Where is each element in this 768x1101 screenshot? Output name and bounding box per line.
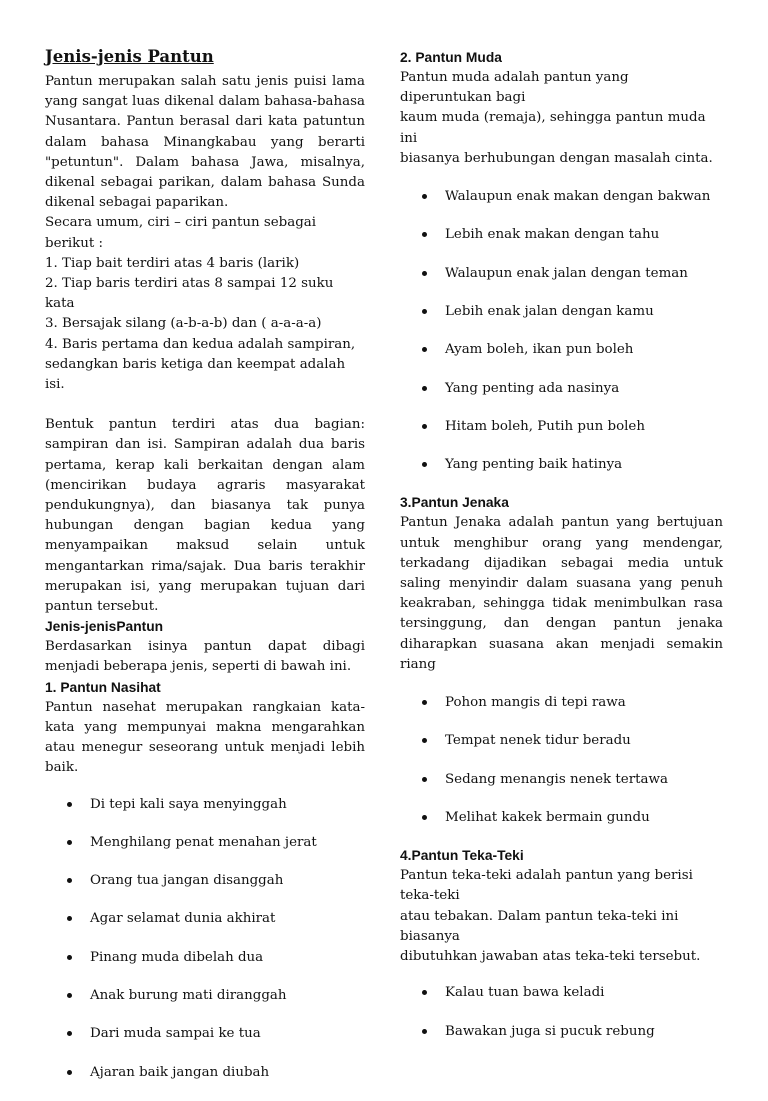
list-item: Menghilang penat menahan jerat (45, 833, 365, 871)
muda-heading: 2. Pantun Muda (400, 50, 502, 65)
list-item: Pohon mangis di tepi rawa (400, 693, 723, 731)
left-column (45, 46, 365, 1101)
jenis-paragraph: Berdasarkan isinya pantun dapat dibagi menjadi beberapa jenis, seperti di bawah ini. (45, 639, 365, 675)
list-item: Kalau tuan bawa keladi (400, 983, 723, 1021)
list-item: Anak burung mati diranggah (45, 986, 365, 1024)
list-item: Lebih enak jalan dengan kamu (400, 302, 723, 340)
teki-line: Pantun teka-teki adalah pantun yang berisi teka-teki (400, 868, 693, 904)
jenis-heading: Jenis-jenisPantun (45, 619, 164, 635)
intro-paragraph: Pantun merupakan salah satu jenis puisi lama yang sangat luas dikenal dalam bahasa-bahasa Nusantara. Pantun berasal dari kata patuntun dalam bahasa Minangkabau yang berarti "petuntun". Dalam bahasa Jawa, misalnya, dikenal sebagai parikan, dalam bahasa Sunda dikenal sebagai paparikan. (45, 74, 365, 211)
ciri-line: 4. Baris pertama dan kedua adalah sampiran, (45, 336, 356, 352)
nasihat-paragraph: Pantun nasehat merupakan rangkaian kata-kata yang mempunyai makna mengarahkan atau menegur seseorang untuk menjadi lebih baik. (45, 699, 365, 776)
list-item: Dari muda sampai ke tua (45, 1024, 365, 1062)
teki-paragraph (400, 866, 723, 967)
right-column (400, 48, 723, 1060)
ciri-intro: Secara umum, ciri – ciri pantun sebagai berikut : (45, 215, 317, 251)
list-item: Ajaran baik jangan diubah (45, 1063, 365, 1101)
list-item: Walaupun enak makan dengan bakwan (400, 187, 723, 225)
list-item: Ayam boleh, ikan pun boleh (400, 340, 723, 378)
list-item: Sedang menangis nenek tertawa (400, 770, 723, 808)
bentuk-paragraph: Bentuk pantun terdiri atas dua bagian: sampiran dan isi. Sampiran adalah dua baris pertama, kerap kali berkaitan dengan alam (mencirikan budaya agraris masyarakat pendukungnya), dan biasanya tak punya hubungan dengan bagian kedua yang menyampaikan maksud selain untuk mengantarkan rima/sajak. Dua baris terakhir merupakan isi, yang merupakan tujuan dari pantun tersebut. (45, 417, 365, 615)
ciri-list (45, 254, 365, 395)
list-item: Orang tua jangan disanggah (45, 871, 365, 909)
nasihat-list (45, 795, 365, 1101)
ciri-line: 1. Tiap bait terdiri atas 4 baris (larik) (45, 255, 300, 271)
list-item: Yang penting baik hatinya (400, 455, 723, 493)
page-title: Jenis-jenis Pantun (45, 47, 214, 66)
teki-list (400, 983, 723, 1060)
ciri-line: 3. Bersajak silang (a-b-a-b) dan ( a-a-a-a) (45, 316, 322, 332)
list-item: Tempat nenek tidur beradu (400, 731, 723, 769)
teki-line: dibutuhkan jawaban atas teka-teki tersebut. (400, 949, 701, 965)
ciri-line: sedangkan baris ketiga dan keempat adalah isi. (45, 356, 346, 393)
teki-heading: 4.Pantun Teka-Teki (400, 848, 524, 864)
list-item: Hitam boleh, Putih pun boleh (400, 417, 723, 455)
list-item: Pinang muda dibelah dua (45, 948, 365, 986)
list-item: Di tepi kali saya menyinggah (45, 795, 365, 833)
ciri-line: 2. Tiap baris terdiri atas 8 sampai 12 suku kata (45, 276, 334, 312)
jenaka-heading: 3.Pantun Jenaka (400, 495, 509, 511)
list-item: Melihat kakek bermain gundu (400, 808, 723, 846)
muda-paragraph (400, 68, 723, 169)
list-item: Bawakan juga si pucuk rebung (400, 1022, 723, 1060)
muda-line: kaum muda (remaja), sehingga pantun muda ini (400, 110, 706, 146)
list-item: Walaupun enak jalan dengan teman (400, 264, 723, 302)
teki-line: atau tebakan. Dalam pantun teka-teki ini biasanya (400, 908, 679, 944)
list-item: Yang penting ada nasinya (400, 379, 723, 417)
jenaka-list (400, 693, 723, 846)
muda-line: biasanya berhubungan dengan masalah cinta. (400, 150, 713, 166)
muda-list (400, 187, 723, 493)
nasihat-heading: 1. Pantun Nasihat (45, 679, 161, 695)
muda-line: Pantun muda adalah pantun yang diperuntukan bagi (400, 70, 629, 106)
jenaka-paragraph: Pantun Jenaka adalah pantun yang bertujuan untuk menghibur orang yang mendengar, terkadang dijadikan sebagai media untuk saling menyindir dalam suasana yang penuh keakraban, sehingga tidak menimbulkan rasa tersinggung, dan dengan pantun jenaka diharapkan suasana akan menjadi semakin riang (400, 515, 723, 672)
list-item: Agar selamat dunia akhirat (45, 909, 365, 947)
list-item: Lebih enak makan dengan tahu (400, 225, 723, 263)
